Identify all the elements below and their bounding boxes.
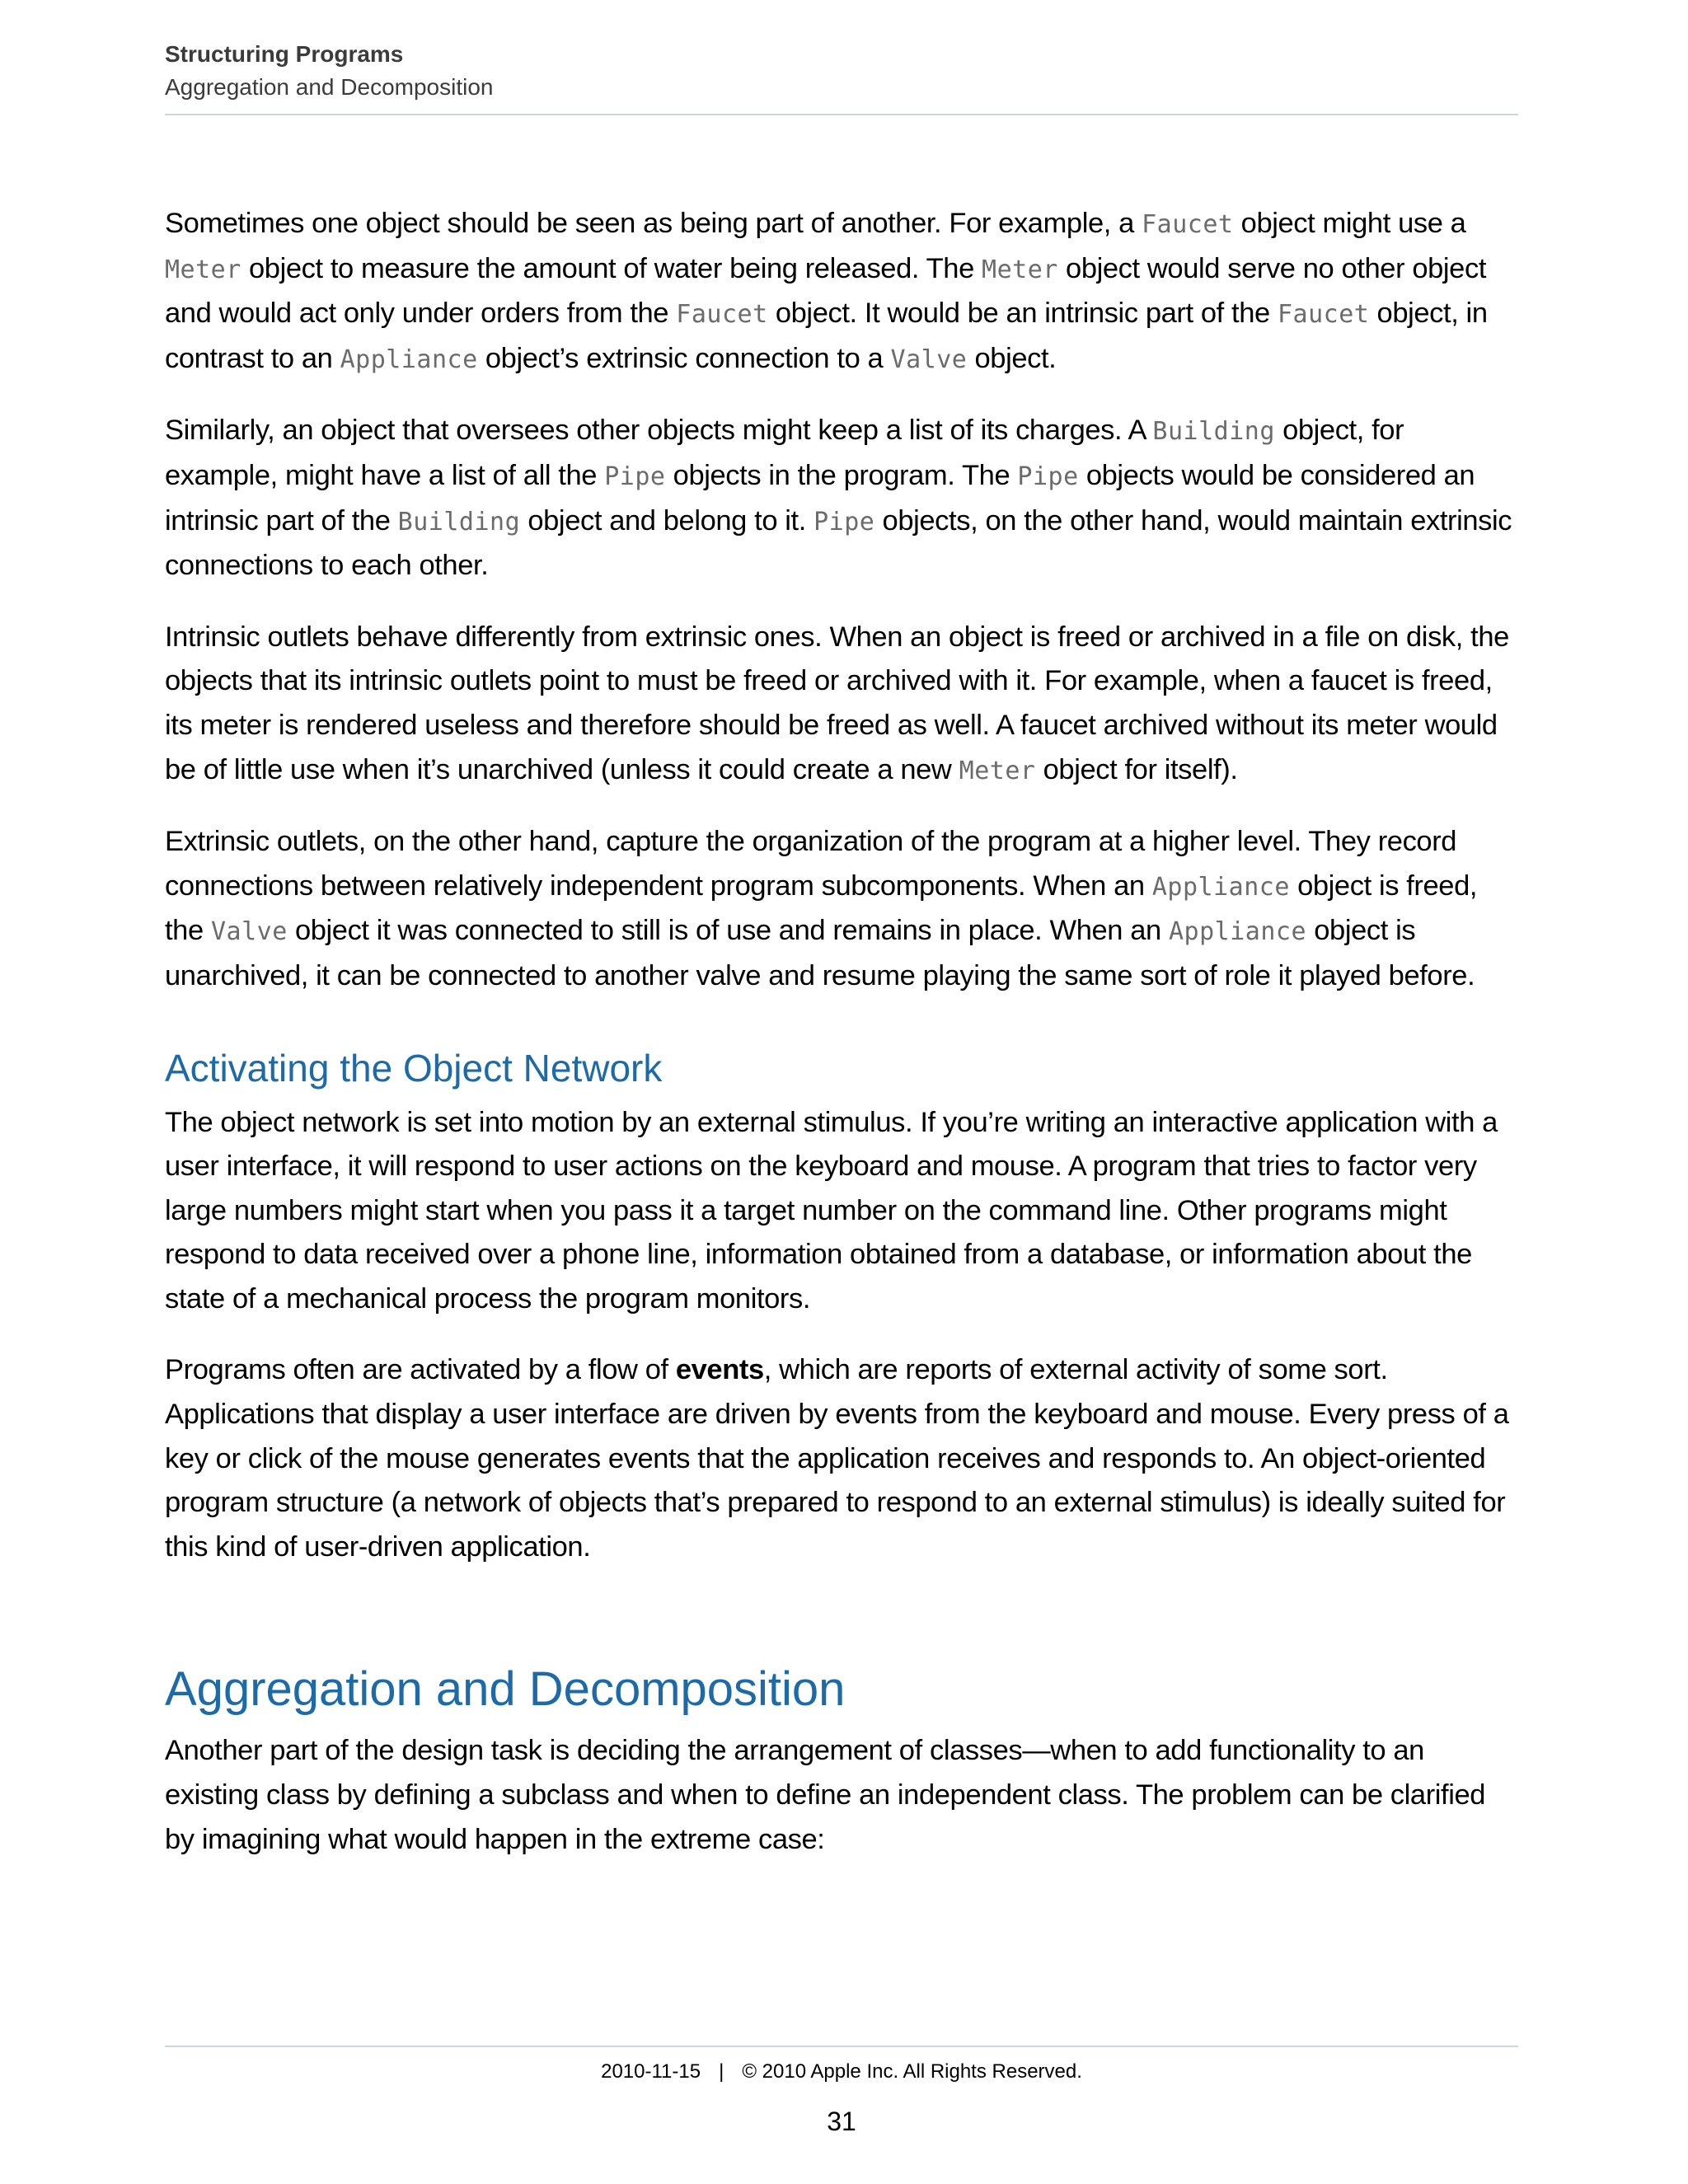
code-appliance: Appliance (1151, 872, 1290, 902)
page-number: 31 (827, 2107, 856, 2136)
heading-activating-object-network: Activating the Object Network (165, 1046, 663, 1090)
footer-separator: | (719, 2060, 724, 2083)
bold-term-events: events (675, 1354, 764, 1386)
page-header (165, 38, 1518, 115)
paragraph-class-arrangement: Another part of the design task is deciding the arrangement of classes—when to add functionality to an existing class by defining a subclass and when to define an independent class. The problem can be clarified by imagining what would happen in the extreme case: (165, 1735, 1486, 1855)
code-valve: Valve (210, 917, 288, 947)
code-pipe: Pipe (814, 507, 875, 537)
code-pipe: Pipe (604, 462, 666, 491)
paragraph-building-pipe: Similarly, an object that oversees other objects might keep a list of its charges. A Building object, for example, might have a list of all the Pipe objects in the program. The Pipe objects would be considered an intrinsic part of the Building object and belong to it. Pipe objects, on the other hand, would maintain extrinsic connections to each other. (165, 415, 1512, 582)
code-faucet: Faucet (1277, 300, 1370, 330)
footer-date: 2010-11-15 (601, 2060, 701, 2083)
paragraph-object-network-stimulus: The object network is set into motion by an external stimulus. If you’re writing an interactive application with a user interface, it will respond to user actions on the keyboard and mouse. A program that tries to factor very large numbers might start when you pass it a target number on the command line. Other programs might respond to data received over a phone line, information obtained from a database, or information about the state of a mechanical process the program monitors. (165, 1106, 1498, 1315)
code-building: Building (1152, 417, 1275, 447)
footer-divider (165, 2046, 1518, 2047)
page-content (165, 202, 1518, 1889)
paragraph-faucet-meter: Sometimes one object should be seen as being part of another. For example, a Faucet object might use a Meter object to measure the amount of water being released. The Meter object would serve no other object and would act only under orders from the Faucet object. It would be an intrinsic part of the Faucet object, in contrast to an Appliance object’s extrinsic connection to a Valve object. (165, 208, 1488, 374)
code-appliance: Appliance (340, 344, 478, 374)
code-meter: Meter (959, 756, 1036, 785)
code-pipe: Pipe (1017, 462, 1079, 491)
code-meter: Meter (165, 255, 241, 284)
paragraph-events: Programs often are activated by a flow of events, which are reports of external activity of some sort. Applications that display a user interface are driven by events from the keyboard and mouse. Every press of a key or click of the mouse generates events that the application receives and responds to. An object-oriented program structure (a network of objects that’s prepared to respond to an external stimulus) is ideally suited for this kind of user-driven application. (165, 1354, 1509, 1563)
header-chapter-title: Structuring Programs (165, 41, 404, 67)
header-section-title: Aggregation and Decomposition (165, 74, 494, 100)
code-appliance: Appliance (1169, 917, 1307, 947)
paragraph-extrinsic-outlets: Extrinsic outlets, on the other hand, capture the organization of the program at a higher level. They record connections between relatively independent program subcomponents. When an Appliance object is freed, the Valve object it was connected to still is of use and remains in place. When an Appliance object is unarchived, it can be connected to another valve and resume playing the same sort of role it played before. (165, 826, 1478, 991)
code-valve: Valve (890, 344, 968, 374)
page-footer (165, 2058, 1518, 2086)
heading-aggregation-decomposition: Aggregation and Decomposition (165, 1662, 846, 1717)
code-building: Building (397, 507, 521, 537)
code-faucet: Faucet (1142, 210, 1234, 239)
footer-copyright: © 2010 Apple Inc. All Rights Reserved. (742, 2060, 1082, 2083)
code-faucet: Faucet (676, 300, 768, 330)
code-meter: Meter (982, 255, 1058, 284)
paragraph-intrinsic-outlets: Intrinsic outlets behave differently from extrinsic ones. When an object is freed or archived in a file on disk, the objects that its intrinsic outlets point to must be freed or archived with it. For example, when a faucet is freed, its meter is rendered useless and therefore should be freed as well. A faucet archived without its meter would be of little use when it’s unarchived (unless it could create a new Meter object for itself). (165, 621, 1509, 785)
